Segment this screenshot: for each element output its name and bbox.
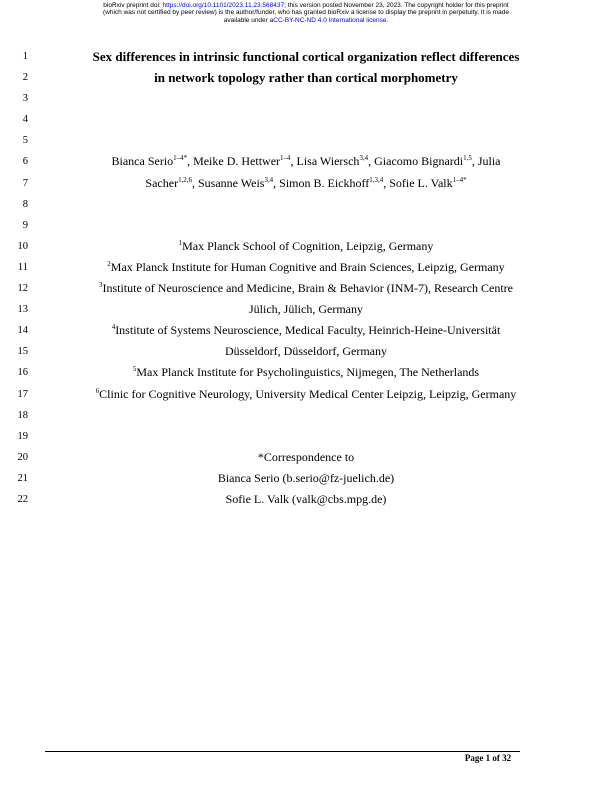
text-segment: Max Planck Institute for Psycholinguistics, Nijmegen, The Netherlands xyxy=(136,365,480,380)
line-content xyxy=(45,151,567,172)
title-line xyxy=(0,46,612,67)
body-line xyxy=(0,173,612,194)
line-number: 3 xyxy=(22,93,28,105)
line-number: 1 xyxy=(22,51,28,62)
banner-line xyxy=(16,17,596,24)
text-segment: , Susanne Weis xyxy=(191,175,265,190)
superscript: 6 xyxy=(95,386,100,395)
text-segment: in network topology rather than cortical morphometry xyxy=(154,70,458,86)
blank-line xyxy=(0,426,612,447)
body-line xyxy=(0,151,612,172)
text-segment: Jülich, Jülich, Germany xyxy=(249,302,363,317)
manuscript-body xyxy=(0,46,612,510)
body-line xyxy=(0,299,612,320)
line-number: 18 xyxy=(17,409,28,421)
text-segment: , Meike D. Hettwer xyxy=(187,154,281,169)
text-segment: (which was not certified by peer review) is the author/funder, who has granted bioRxiv a license to display the preprint in perpetuity. It is made xyxy=(103,9,509,17)
body-line xyxy=(0,320,612,341)
text-segment: Düsseldorf, Düsseldorf, Germany xyxy=(225,344,387,359)
page-number-label: Page 1 of 32 xyxy=(464,753,512,763)
line-content xyxy=(45,257,567,278)
superscript: 1–4* xyxy=(173,154,188,163)
line-number: 11 xyxy=(17,261,28,273)
superscript: 1,3,4 xyxy=(369,175,384,184)
line-number: 15 xyxy=(17,346,28,358)
line-number: 14 xyxy=(17,325,28,337)
line-content xyxy=(45,236,567,257)
superscript: 1–4* xyxy=(452,175,467,184)
superscript: 4 xyxy=(111,323,116,332)
line-content xyxy=(45,299,567,320)
text-segment: , Giacomo Bignardi xyxy=(368,154,464,169)
line-content xyxy=(45,109,567,130)
text-segment: . xyxy=(386,16,389,24)
line-number: 20 xyxy=(17,451,28,463)
line-number: 2 xyxy=(22,72,28,84)
line-number: 12 xyxy=(17,283,28,295)
line-content xyxy=(45,405,567,426)
line-content xyxy=(45,46,567,67)
line-content xyxy=(45,362,567,383)
text-segment: Bianca Serio xyxy=(111,154,174,169)
superscript: 3,4 xyxy=(359,154,369,163)
text-segment: , Lisa Wiersch xyxy=(290,154,360,169)
line-content xyxy=(45,215,567,236)
line-content xyxy=(45,489,567,510)
body-line xyxy=(0,489,612,510)
superscript: 2 xyxy=(107,259,111,268)
superscript: 3 xyxy=(98,281,103,290)
text-segment: *Correspondence to xyxy=(257,449,355,464)
banner-line xyxy=(16,2,596,9)
line-content xyxy=(45,447,567,468)
blank-line xyxy=(0,109,612,130)
line-number: 13 xyxy=(17,304,28,316)
blank-line xyxy=(0,215,612,236)
line-content xyxy=(45,194,567,215)
text-segment: , Simon B. Eickhoff xyxy=(273,175,370,190)
line-number: 16 xyxy=(17,367,28,379)
body-line xyxy=(0,384,612,405)
line-content xyxy=(45,341,567,362)
line-content xyxy=(45,173,567,194)
text-segment: Bianca Serio (b.serio@fz-juelich.de) xyxy=(217,470,395,485)
superscript: 1 xyxy=(178,238,183,247)
line-number: 6 xyxy=(22,156,28,168)
blank-line xyxy=(0,88,612,109)
text-segment: Sex differences in intrinsic functional cortical organization reflect differences xyxy=(92,49,520,64)
body-line xyxy=(0,257,612,278)
line-number: 5 xyxy=(22,135,28,147)
body-line xyxy=(0,362,612,383)
banner-line xyxy=(16,9,596,16)
blank-line xyxy=(0,405,612,426)
text-segment: ; this version posted November 23, 2023. The copyright holder for this preprint xyxy=(284,2,509,9)
body-line xyxy=(0,468,612,489)
line-content xyxy=(45,278,567,299)
superscript: 5 xyxy=(132,365,137,374)
text-segment: Institute of Neuroscience and Medicine, Brain & Behavior (INM-7), Research Centre xyxy=(102,281,513,296)
license-link[interactable]: CC-BY-NC-ND 4.0 International license xyxy=(273,16,387,24)
text-segment: available under a xyxy=(223,16,274,24)
blank-line xyxy=(0,130,612,151)
text-segment: , Sofie L. Valk xyxy=(383,175,453,190)
line-number: 22 xyxy=(17,493,28,505)
text-segment: Sacher xyxy=(145,175,179,190)
superscript: 1,2,6 xyxy=(178,175,192,184)
text-segment: Sofie L. Valk (valk@cbs.mpg.de) xyxy=(225,491,387,506)
text-segment: Max Planck School of Cognition, Leipzig, Germany xyxy=(182,238,434,253)
line-number: 19 xyxy=(17,430,28,442)
body-line xyxy=(0,278,612,299)
line-content xyxy=(45,67,567,88)
superscript: 3,4 xyxy=(264,175,274,184)
line-content xyxy=(45,88,567,109)
line-number: 17 xyxy=(17,388,28,400)
line-content xyxy=(45,426,567,447)
body-line xyxy=(0,447,612,468)
footer-rule xyxy=(45,751,520,752)
superscript: 1,5 xyxy=(463,154,472,163)
line-number: 8 xyxy=(22,198,28,210)
doi-link[interactable]: https://doi.org/10.1101/2023.11.23.568437 xyxy=(162,2,285,9)
body-line xyxy=(0,236,612,257)
text-segment: Clinic for Cognitive Neurology, University Medical Center Leipzig, Leipzig, Germany xyxy=(99,386,517,401)
text-segment: Max Planck Institute for Human Cognitive and Brain Sciences, Leipzig, Germany xyxy=(110,259,505,274)
line-content xyxy=(45,320,567,341)
biorxiv-preprint-banner xyxy=(16,2,596,24)
blank-line xyxy=(0,194,612,215)
title-line xyxy=(0,67,612,88)
line-number: 10 xyxy=(17,240,28,252)
line-content xyxy=(45,384,567,405)
line-number: 21 xyxy=(17,472,28,484)
superscript: 1–4 xyxy=(280,154,291,163)
text-segment: bioRxiv preprint doi: xyxy=(103,2,163,9)
line-number: 9 xyxy=(22,219,28,231)
line-number: 4 xyxy=(22,114,28,126)
line-number: 7 xyxy=(22,177,28,189)
body-line xyxy=(0,341,612,362)
line-content xyxy=(45,130,567,151)
text-segment: Institute of Systems Neuroscience, Medical Faculty, Heinrich-Heine-Universität xyxy=(115,323,501,338)
line-content xyxy=(45,468,567,489)
text-segment: , Julia xyxy=(471,154,501,169)
